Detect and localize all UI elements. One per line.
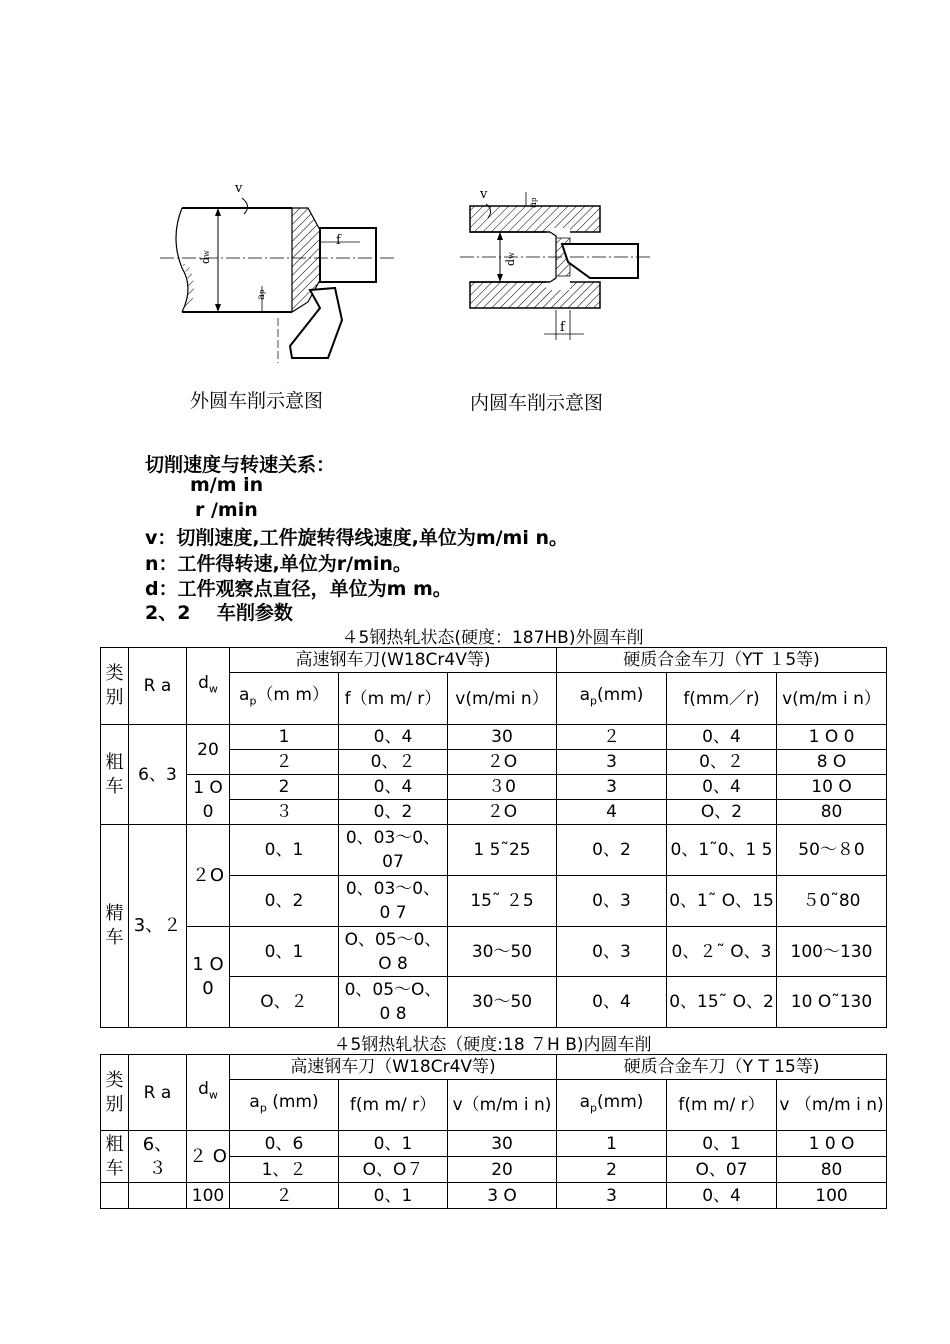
table-cell: 20 — [448, 1157, 557, 1183]
table-cell: 0、3 — [557, 927, 667, 977]
table-cell: 0、4 — [339, 725, 448, 750]
table-cell: 100～130 — [777, 927, 887, 977]
empty-cell — [129, 1183, 187, 1209]
figure-caption-external: 外圆车削示意图 — [190, 390, 324, 412]
table-row — [101, 825, 887, 876]
table-cell: 0、２˜ O、3 — [667, 927, 777, 977]
table-cell: 3 — [557, 750, 667, 775]
header-hss-tool: 高速钢车刀（W18Cr4V等) — [230, 1055, 557, 1080]
v-label: v — [235, 181, 243, 196]
dw-value: 20 — [187, 725, 230, 775]
dw-value: 1 O 0 — [187, 775, 230, 825]
header-f-hss: f(m m/ r） — [339, 1080, 448, 1131]
table-cell: 0、２ — [339, 750, 448, 775]
table-cell: 0、6 — [230, 1131, 339, 1157]
internal-turning-table — [100, 1054, 887, 1209]
table-cell: 0、3 — [557, 876, 667, 927]
table-cell: 0、03～0、07 — [339, 825, 448, 876]
v-label-2: v — [480, 187, 488, 202]
table-cell: 0、1 — [339, 1183, 448, 1209]
table-row — [101, 1131, 887, 1157]
dw-label: dw — [199, 250, 212, 264]
f-label: f — [336, 233, 341, 248]
table-cell: 2 — [557, 1157, 667, 1183]
header-category: 类别 — [101, 648, 129, 725]
table-cell: 3 O — [448, 1183, 557, 1209]
ap-label: ap — [256, 289, 267, 300]
dw-value: ２O — [187, 825, 230, 927]
header-dw: $d_w$ — [187, 648, 230, 725]
header-ra: R a — [129, 648, 187, 725]
table-cell: O、05～0、 O 8 — [339, 927, 448, 977]
table2-title: ４5钢热轧状态（硬度:18 ７H B)内圆车削 — [333, 1035, 652, 1055]
unit-m-min: m/m in — [190, 474, 264, 496]
table-cell: 1 O 0 — [777, 725, 887, 750]
table-cell: 50～８0 — [777, 825, 887, 876]
table-row — [101, 775, 887, 800]
table-cell: O、07 — [667, 1157, 777, 1183]
header-v-carbide: v(m/m i n） — [777, 673, 887, 725]
table-cell: 0、1 — [230, 825, 339, 876]
relation-heading: 切削速度与转速关系： — [145, 454, 336, 476]
table-cell: 0、4 — [339, 775, 448, 800]
table-cell: 1 5˜25 — [448, 825, 557, 876]
table-cell: 3 — [557, 1183, 667, 1209]
external-turning-diagram — [160, 178, 400, 368]
table-cell: 0、03～0、0 7 — [339, 876, 448, 927]
table-cell: 1 — [557, 1131, 667, 1157]
ra-value: 6、 ３ — [129, 1131, 187, 1183]
table-cell: 0、２ — [667, 750, 777, 775]
header-ra: R a — [129, 1055, 187, 1131]
table-cell: 2 — [230, 775, 339, 800]
table-cell: 80 — [777, 1157, 887, 1183]
dw-value: ２ O — [187, 1131, 230, 1183]
table-cell: 1 — [230, 725, 339, 750]
header-f-hss: f（m m/ r） — [339, 673, 448, 725]
table-cell: 0、15˜ O、2 — [667, 977, 777, 1028]
header-ap-hss: $a_p$ (mm) — [230, 1080, 339, 1131]
definition-n: n：工件得转速,单位为r/min。 — [145, 553, 412, 575]
empty-cell — [101, 1183, 129, 1209]
table-row — [101, 927, 887, 977]
category-fine: 精车 — [101, 825, 129, 1028]
dw-label-2: dw — [504, 252, 517, 266]
external-turning-table — [100, 647, 887, 1028]
table-cell: 1 0 O — [777, 1131, 887, 1157]
section-heading: 2、2 车削参数 — [145, 602, 293, 624]
definition-v: v：切削速度,工件旋转得线速度,单位为m/mi n。 — [145, 527, 569, 549]
header-v-carbide: v （m/m i n) — [777, 1080, 887, 1131]
dw-value: 1 O 0 — [187, 927, 230, 1028]
table-cell: O、O７ — [339, 1157, 448, 1183]
header-ap-hss: $a_p(m$ m） — [230, 673, 339, 725]
table-cell: 30～50 — [448, 927, 557, 977]
table-cell: 0、4 — [667, 1183, 777, 1209]
ra-value: 3、２ — [129, 825, 187, 1028]
header-carbide-tool: 硬质合金车刀（YT １5等) — [557, 648, 887, 673]
table-cell: 0、1 — [230, 927, 339, 977]
table-cell: 30 — [448, 725, 557, 750]
table-cell: 0、1 — [339, 1131, 448, 1157]
table-cell: ５0˜80 — [777, 876, 887, 927]
f-label-2: f — [560, 320, 565, 335]
header-f-carbide: f(mm／r) — [667, 673, 777, 725]
table-cell: 0、2 — [339, 800, 448, 825]
table-cell: 4 — [557, 800, 667, 825]
definition-d: d：工件观察点直径，单位为m m。 — [145, 578, 452, 600]
header-ap-carbide: $a_p(mm)$ — [557, 1080, 667, 1131]
table-cell: 3 — [557, 775, 667, 800]
header-f-carbide: f(m m/ r） — [667, 1080, 777, 1131]
figure-caption-internal: 内圆车削示意图 — [470, 392, 604, 414]
table-row — [101, 725, 887, 750]
table-cell: 15˜ ２5 — [448, 876, 557, 927]
category-rough: 粗车 — [101, 1131, 129, 1183]
table-cell: 10 O — [777, 775, 887, 800]
header-ap-carbide: $a_p(mm)$ — [557, 673, 667, 725]
table1-title: ４5钢热轧状态(硬度：187HB)外圆车削 — [341, 628, 644, 648]
table-cell: 0、4 — [557, 977, 667, 1028]
table-cell: ３0 — [448, 775, 557, 800]
ra-value: 6、3 — [129, 725, 187, 825]
table-cell: 8 O — [777, 750, 887, 775]
unit-r-min: r /min — [195, 499, 258, 521]
table-cell: ２ — [230, 750, 339, 775]
table-cell: 0、1˜ O、15 — [667, 876, 777, 927]
table-cell: 0、2 — [557, 825, 667, 876]
header-dw: $d_w$ — [187, 1055, 230, 1131]
table-cell: ２O — [448, 800, 557, 825]
table-cell: O、２ — [230, 977, 339, 1028]
table-cell: 0、2 — [230, 876, 339, 927]
table-cell: O、2 — [667, 800, 777, 825]
table-cell: 0、1˜0、1 5 — [667, 825, 777, 876]
ap-label-2: ap — [528, 197, 539, 208]
internal-turning-diagram — [460, 178, 660, 343]
table-cell: 0、05～O、0 8 — [339, 977, 448, 1028]
table-cell: 0、4 — [667, 725, 777, 750]
table-cell: 30～50 — [448, 977, 557, 1028]
table-cell: 100 — [777, 1183, 887, 1209]
table-row — [101, 1183, 887, 1209]
table-cell: ３ — [230, 800, 339, 825]
header-v-hss: v（m/m i n) — [448, 1080, 557, 1131]
table-cell: ２O — [448, 750, 557, 775]
table-cell: 80 — [777, 800, 887, 825]
dw-value: 100 — [187, 1183, 230, 1209]
table-cell: 0、1 — [667, 1131, 777, 1157]
table-cell: 1、２ — [230, 1157, 339, 1183]
table-cell: 10 O˜130 — [777, 977, 887, 1028]
category-rough: 粗车 — [101, 725, 129, 825]
header-hss-tool: 高速钢车刀(W18Cr4V等) — [230, 648, 557, 673]
table-cell: 30 — [448, 1131, 557, 1157]
table-cell: ２ — [230, 1183, 339, 1209]
header-category: 类别 — [101, 1055, 129, 1131]
header-v-hss: v(m/mi n） — [448, 673, 557, 725]
table-cell: 0、4 — [667, 775, 777, 800]
table-cell: ２ — [557, 725, 667, 750]
header-carbide-tool: 硬质合金车刀（Y T 15等) — [557, 1055, 887, 1080]
